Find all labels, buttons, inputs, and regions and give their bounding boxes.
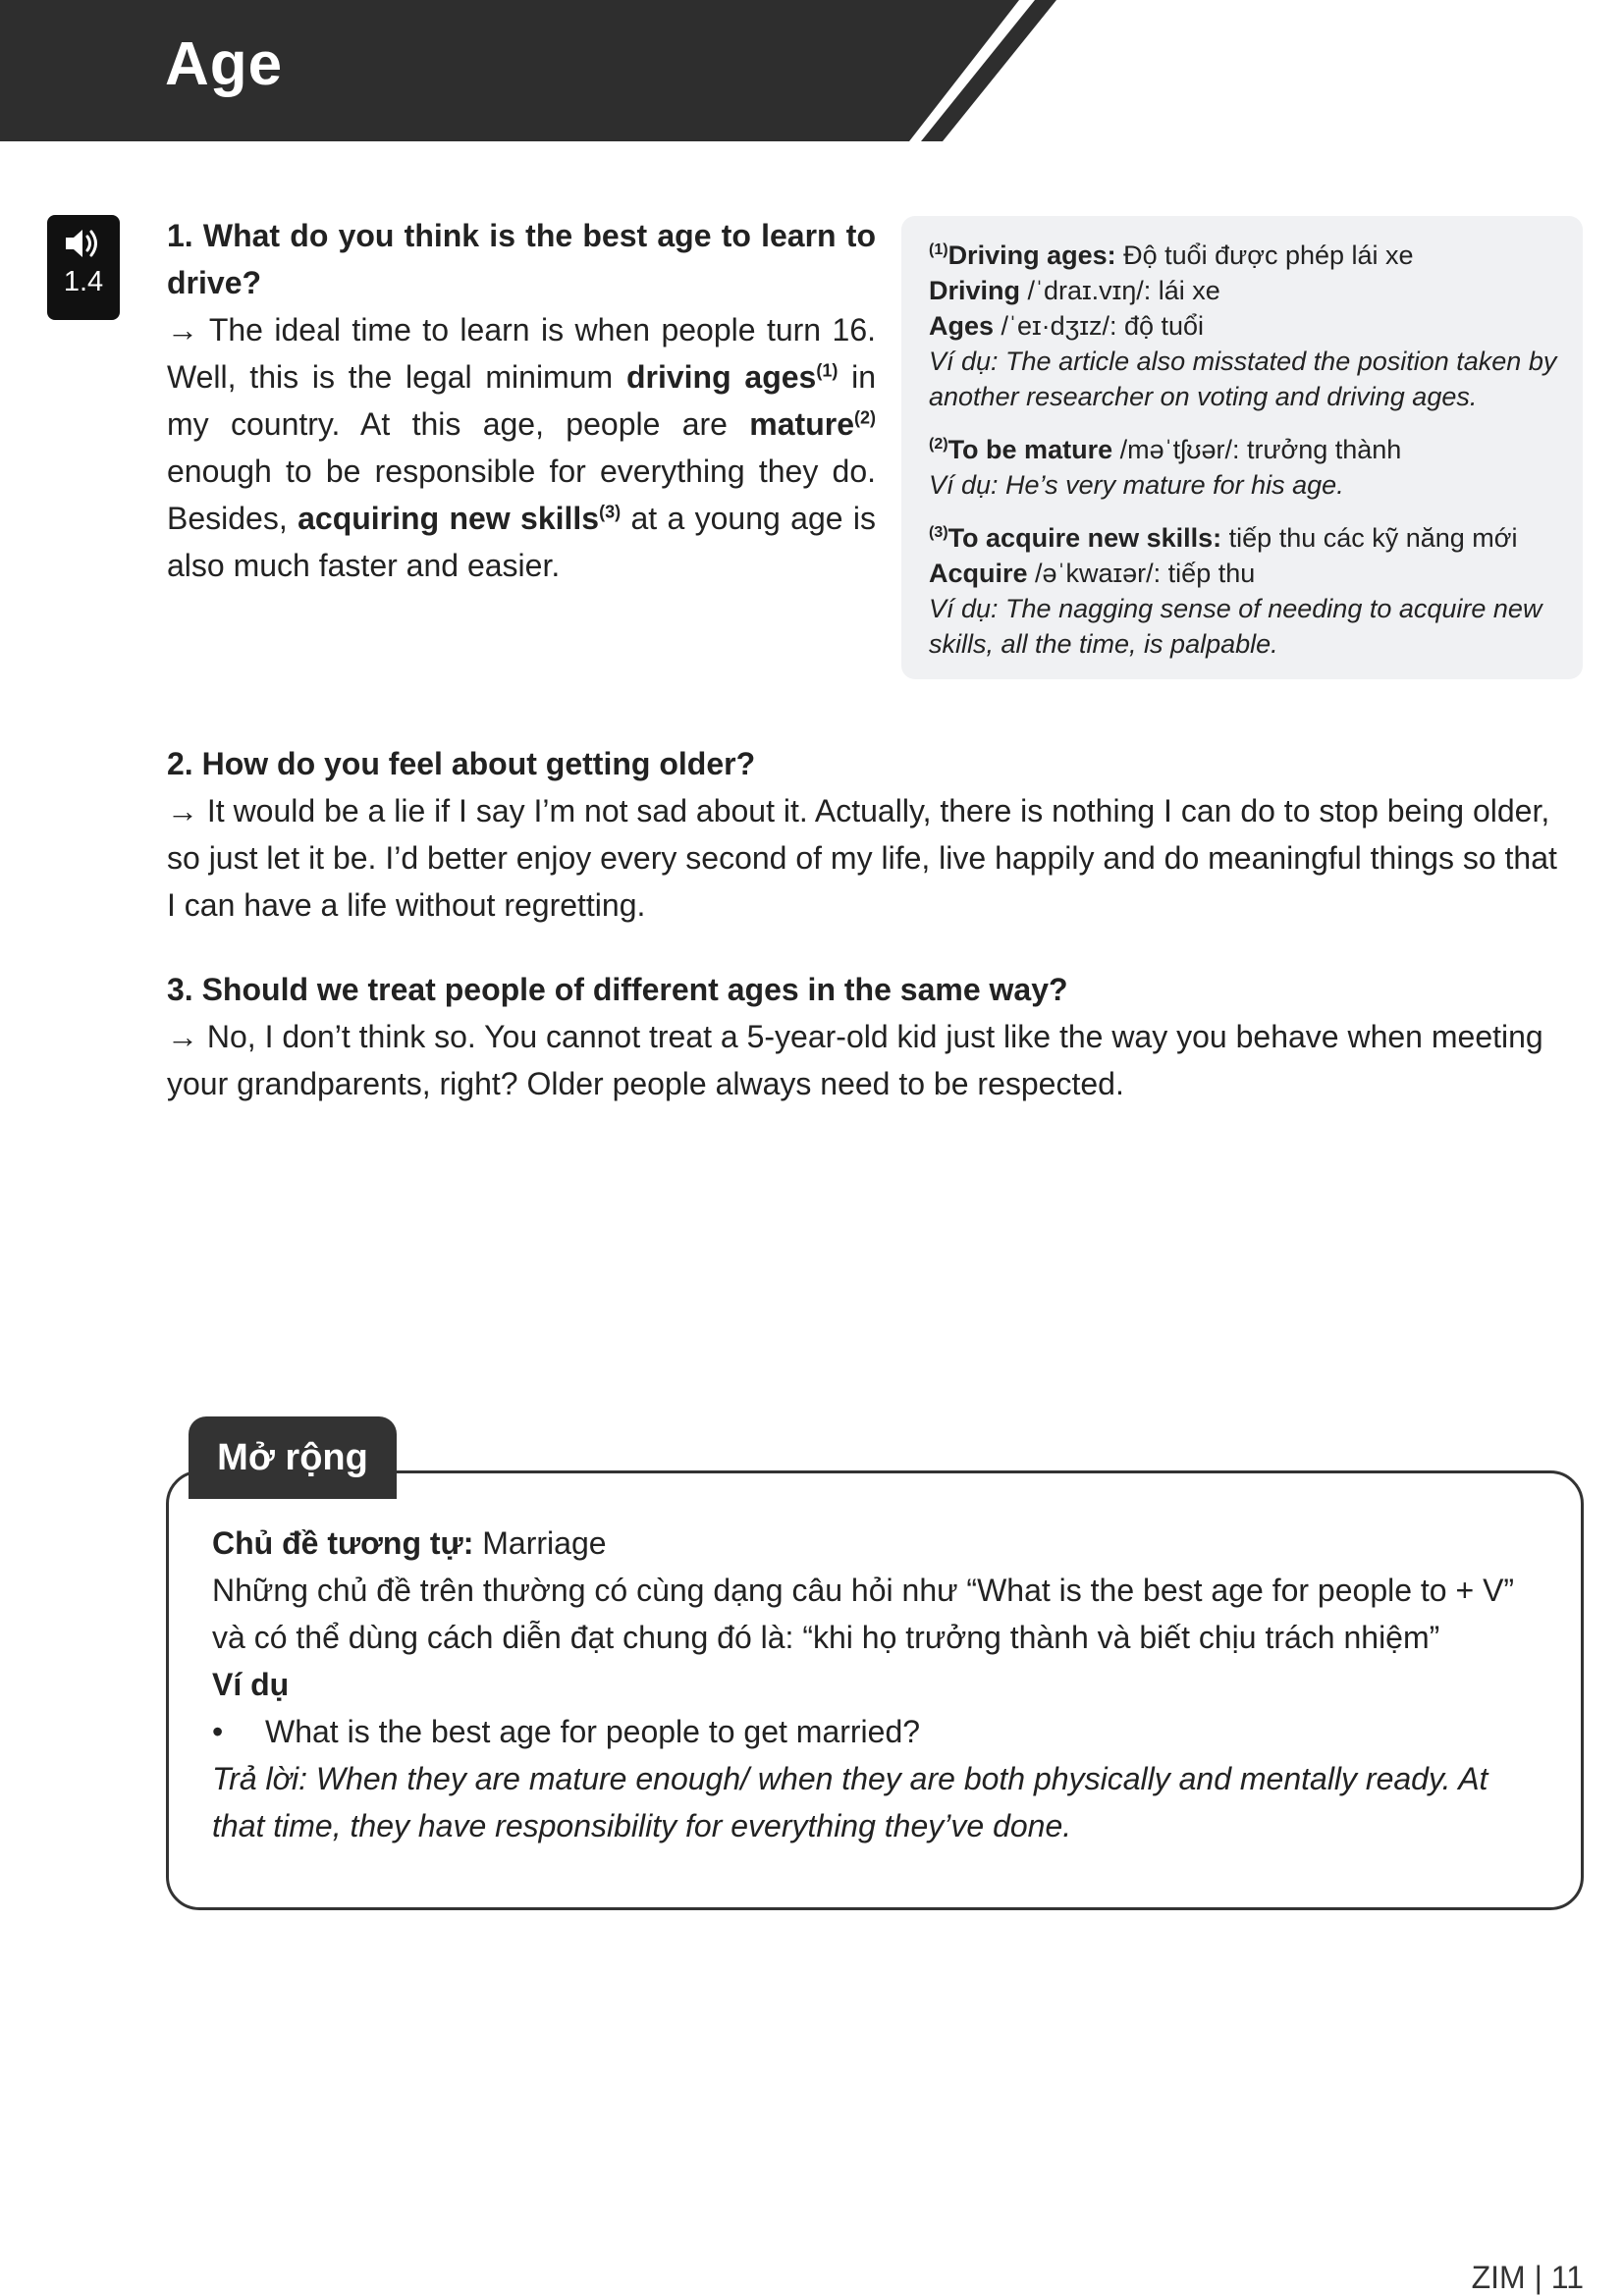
example-question: What is the best age for people to get married?: [265, 1714, 921, 1749]
answer-1-text-2: in my country. At this age, people are: [167, 359, 877, 442]
term-driving-ages: driving ages: [625, 359, 817, 395]
term-mature: mature: [749, 406, 854, 442]
vocab-3-pron-1: /əˈkwaɪər/: tiếp thu: [1027, 559, 1256, 588]
page-number: ZIM | 11: [1471, 2260, 1584, 2295]
footnote-3-marker: (3): [599, 502, 622, 522]
footnote-1-marker: (1): [816, 360, 839, 381]
vocab-1-word-1: Driving: [929, 276, 1021, 305]
vocab-1-term: Driving ages:: [947, 240, 1116, 270]
answer-arrow: →: [167, 312, 198, 347]
vocab-2-meaning: /məˈtʃʊər/: trưởng thành: [1112, 435, 1402, 464]
speaker-icon: [64, 227, 103, 260]
question-1-title: 1. What do you think is the best age to learn to drive?: [167, 218, 876, 300]
vocab-1-marker: (1): [929, 241, 948, 258]
answer-1-text-3: enough to be responsible for everything they do. Besides,: [167, 454, 876, 536]
question-2-title: 2. How do you feel about getting older?: [167, 746, 756, 781]
vocab-group-3: [929, 520, 1557, 662]
expand-description: Những chủ đề trên thường có cùng dạng câu hỏi như “What is the best age for people to + V” và có thể dùng cách diễn đạt chung đó là: “khi họ trưởng thành và biết chịu trách nhiệm”: [212, 1573, 1515, 1655]
vocab-1-word-2: Ages: [929, 311, 995, 341]
vocab-3-word-1: Acquire: [929, 559, 1028, 588]
expand-content: [212, 1520, 1547, 1849]
header-banner: [0, 0, 1623, 141]
expand-tab: Mở rộng: [189, 1416, 397, 1499]
vocab-2-example: Ví dụ: He’s very mature for his age.: [929, 470, 1344, 500]
answer-1-text-1: The ideal time to learn is when people turn 16. Well, this is the legal minimum: [167, 312, 876, 395]
similar-topic-label: Chủ đề tương tự:: [212, 1525, 474, 1561]
question-2-block: [167, 740, 1561, 929]
bullet-icon: •: [212, 1714, 224, 1749]
question-2-answer: → It would be a lie if I say I’m not sad about it. Actually, there is nothing I can do to stop being older, so just let it be. I’d better enjoy every second of my life, live happily and do meaningful things so that I can have a life without regretting.: [167, 793, 1557, 923]
audio-track-number: 1.4: [63, 266, 104, 297]
audio-badge[interactable]: [47, 215, 120, 320]
vocab-2-term: To be mature: [947, 435, 1113, 464]
vocab-3-example: Ví dụ: The nagging sense of needing to acquire new skills, all the time, is palpable.: [929, 594, 1542, 659]
example-answer: Trả lời: When they are mature enough/ when they are both physically and mentally ready. At that time, they have responsibility for everything they’ve done.: [212, 1761, 1488, 1843]
term-acquiring-new-skills: acquiring new skills: [298, 501, 600, 536]
vocab-3-marker: (3): [929, 524, 948, 541]
vocab-1-pron-1: /ˈdraɪ.vɪŋ/: lái xe: [1020, 276, 1220, 305]
question-3-title: 3. Should we treat people of different ages in the same way?: [167, 972, 1068, 1007]
question-3-block: [167, 966, 1561, 1107]
example-label: Ví dụ: [212, 1667, 290, 1702]
vocab-2-marker: (2): [929, 436, 948, 453]
question-1-block: [167, 212, 876, 589]
vocab-group-1: [929, 238, 1557, 414]
answer-1-text-4: at a young age is also much faster and easier.: [167, 501, 877, 583]
vocab-3-term: To acquire new skills:: [947, 523, 1222, 553]
vocab-1-meaning: Độ tuổi được phép lái xe: [1115, 240, 1414, 270]
vocab-1-pron-2: /ˈeɪ·dʒɪz/: độ tuổi: [994, 311, 1205, 341]
vocab-3-meaning: tiếp thu các kỹ năng mới: [1221, 523, 1518, 553]
vocabulary-box: [901, 216, 1583, 679]
page-title: Age: [165, 30, 284, 98]
footnote-2-marker: (2): [854, 407, 876, 428]
similar-topic-value: Marriage: [473, 1525, 607, 1561]
vocab-1-example: Ví dụ: The article also misstated the position taken by another researcher on voting and driving ages.: [929, 347, 1557, 411]
vocab-group-2: [929, 432, 1557, 503]
list-item: [212, 1708, 1547, 1755]
question-3-answer: → No, I don’t think so. You cannot treat a 5-year-old kid just like the way you behave when meeting your grandparents, right? Older people always need to be respected.: [167, 1019, 1543, 1101]
